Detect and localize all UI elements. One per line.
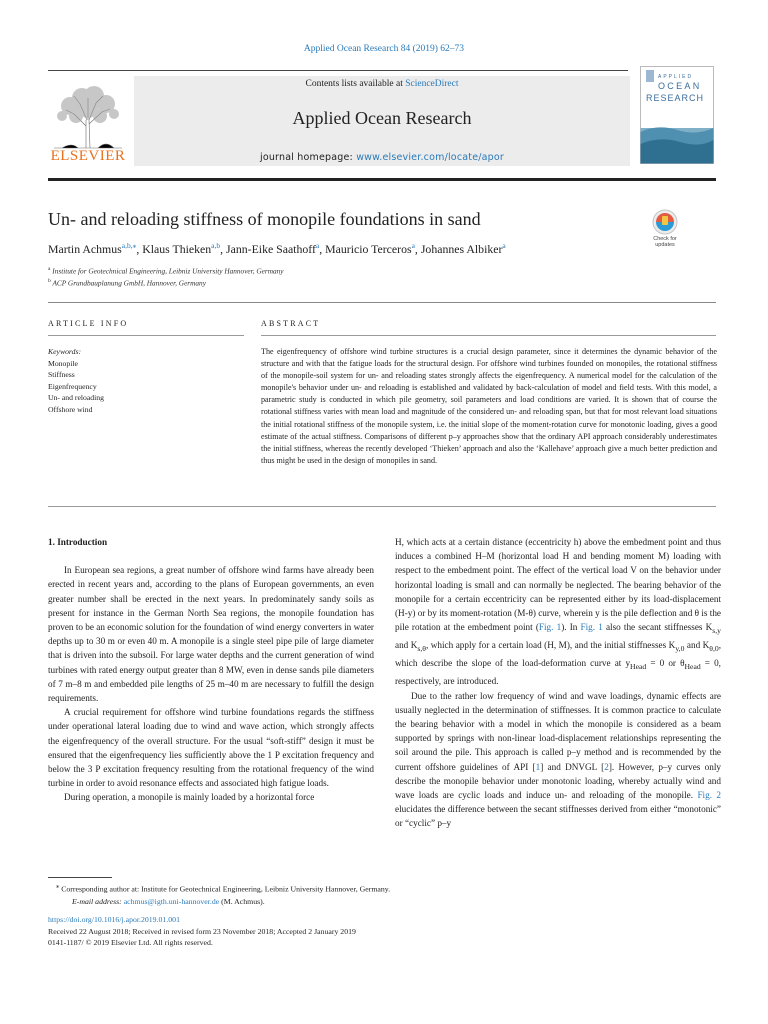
subscript: y,0 (675, 644, 685, 654)
affiliation-a (48, 266, 284, 275)
homepage-link[interactable]: www.elsevier.com/locate/apor (356, 152, 505, 163)
text-run: , which apply for a certain load (H, M), and the initial stiffnesses K (425, 640, 676, 651)
bibliographic-info (48, 914, 356, 949)
elsevier-wordmark: ELSEVIER (50, 148, 126, 164)
cover-line-3: RESEARCH (646, 93, 705, 103)
author-affiliation-marker[interactable]: a (411, 241, 415, 250)
contents-line (134, 79, 630, 89)
subscript: Head (630, 662, 647, 672)
received-dates: Received 22 August 2018; Received in revised form 23 November 2018; Accepted 2 January 2019 (48, 926, 356, 936)
body-paragraph: A crucial requirement for offshore wind turbine foundations regards the stiffness under operational lateral loading due to wind and wave action, which strongly affects the eigenfrequency of the overall structure. For the usual “soft-stiff” design it must be ensured that the eigenfrequency lies sufficiently above the 1 P excitation frequency and below the 3 P excitation frequency resulting from the rotational frequency of the wind turbine in order to avoid resonance effects and associated high fatigue loads. (48, 707, 374, 789)
text-run: , which describe the slope of the load-deformation curve at y (395, 640, 722, 669)
author-name[interactable]: Johannes Albiker (420, 241, 503, 256)
abstract-bottom-rule (48, 506, 716, 507)
journal-homepage (134, 152, 630, 163)
affiliation-a-marker: a (48, 266, 51, 272)
article-info-rule (48, 335, 244, 336)
email-label: E-mail address: (72, 896, 124, 906)
text-run: = 0 or θ (646, 658, 685, 669)
email-suffix: (M. Achmus). (219, 896, 265, 906)
affiliation-b-marker: b (48, 278, 51, 284)
body-column-left (48, 535, 374, 805)
contents-prefix: Contents lists available at (305, 79, 406, 89)
body-paragraph (395, 689, 721, 831)
text-run: also the secant stiffnesses K (602, 622, 713, 633)
homepage-prefix: journal homepage: (259, 152, 357, 163)
affiliation-a-text: Institute for Geotechnical Engineering, Leibniz University Hannover, Germany (52, 266, 284, 276)
text-run: and K (395, 640, 418, 651)
copyright-line: 0141-1187/ © 2019 Elsevier Ltd. All rights reserved. (48, 938, 213, 948)
text-run: = 0, respectively, are introduced. (395, 658, 721, 687)
sciencedirect-link[interactable]: ScienceDirect (405, 79, 459, 89)
body-column-right (395, 535, 721, 831)
reference-link[interactable]: 1 (535, 761, 541, 772)
keyword[interactable]: Monopile (48, 358, 78, 368)
figure-link[interactable]: Fig. 1 (580, 622, 603, 633)
journal-title: Applied Ocean Research (292, 108, 472, 128)
text-run: Due to the rather low frequency of wind and wave loadings, dynamic effects are usually neglected in the determination of stiffnesses. It is common practice to calculate the bearing behavior with a model in which the monopile is considered as a beam supported by springs with non-linear load-displacement relationships representing the soil around the pile. This approach is called p–y method and is recommended by the current offshore guidelines of API [ (395, 690, 721, 772)
author-list: Martin Achmus$^{a,b,⁎}$, Klaus Thieken$^{a,b}$, Jann-Eike Saathoff$^a$, Mauricio Terceros$^a$, Johannes Albiker$^a$ (48, 241, 506, 256)
keyword[interactable]: Un- and reloading (48, 393, 104, 403)
text-run: ] and DNVGL [ (540, 761, 605, 772)
figure-link[interactable]: Fig. 1 (538, 622, 562, 633)
affiliation-b-text: ACP Grundbauplanung GmbH, Hannover, Germany (52, 278, 206, 288)
subscript: s,θ (417, 644, 426, 654)
author-name[interactable]: Jann-Eike Saathoff (226, 241, 316, 256)
crossmark-icon (647, 209, 683, 237)
author-name[interactable]: Mauricio Terceros (325, 241, 412, 256)
footnote-text: Corresponding author at: Institute for Geotechnical Engineering, Leibniz University Hannover, Germany. (59, 884, 391, 894)
elsevier-logo[interactable] (48, 76, 128, 166)
keyword[interactable]: Offshore wind (48, 404, 93, 414)
cover-line-2: OCEAN (658, 81, 702, 91)
footnotes (48, 881, 390, 908)
header-top-rule (48, 70, 628, 71)
header-bottom-rule (48, 178, 716, 181)
subscript: Head (684, 662, 701, 672)
keywords-list (48, 346, 104, 416)
email-note (48, 896, 390, 908)
abstract-heading: ABSTRACT (261, 319, 321, 328)
footnote-marker: ⁎ (56, 883, 60, 890)
subscript: s,y (712, 626, 721, 636)
text-run: and K (684, 640, 710, 651)
corresponding-author-marker[interactable]: ⁎ (132, 241, 137, 250)
author-affiliation-marker[interactable]: a (502, 241, 506, 250)
figure-link[interactable]: Fig. 2 (697, 789, 721, 800)
footnote-rule (48, 877, 112, 878)
author-affiliation-marker[interactable]: a,b, (121, 241, 133, 250)
text-run: ). In (561, 622, 581, 633)
subscript: θ,0 (709, 644, 719, 654)
cover-line-1: APPLIED (658, 74, 694, 80)
abstract-text: The eigenfrequency of offshore wind turbine structures is a crucial design parameter, since it determines the dynamic behavior of the structure and with that the fatigue loads for the structural design. For offshore wind turbines founded on monopiles, the rotational stiffness of the monopile-soil system for un- and reloading states strongly affects the eigenfrequency. A numerical model for the calculation of the monopile's behavior under un- and reloading is established and validated by back-calculation of model and field tests. With this model, a parametric study is conducted in which pile geometry, soil parameters and load conditions are varied. It is shown that of course the rotational stiffness varies with mean load and magnitude of the considered un- and reloading span, but that for most relevant load situations the initial rotational stiffness of the monopile system, i.e. the initial slope of the moment-rotation curve for monotonic loading, gives a good estimate of the actual stiffness. Comparisons of different p–y approaches show that the ordinary API approach considerably underestimates the initial stiffness, whereas the recently developed ‘Thieken’ approach and also the ‘Kallehave’ approach give a much better prediction and thus might be used in the design of monopiles in sand. (261, 347, 717, 465)
author-affiliation-marker[interactable]: a (315, 241, 320, 250)
doi-link[interactable]: https://doi.org/10.1016/j.apor.2019.01.001 (48, 915, 180, 924)
author-name[interactable]: Martin Achmus (48, 241, 122, 256)
text-run: H, which acts at a certain distance (eccentricity h) above the embedment point and thus induces a combined H–M (horizontal load H and bending moment M) loading with respect to the embedment point. The effect of the vertical load V on the behavior under horizontal loading is small and can normally be neglected. The bearing behavior of the monopile for a certain eccentricity can be represented either by its load-displacement (H-y) or by its moment-rotation (M-θ) curve, wherein y is the pile deflection and θ is the pile rotation at the embedment point ( (395, 537, 721, 633)
body-paragraph (395, 535, 721, 689)
author-name[interactable]: Klaus Thieken (142, 241, 212, 256)
author-affiliation-marker[interactable]: a,b (211, 241, 221, 250)
body-paragraph: During operation, a monopile is mainly loaded by a horizontal force (64, 792, 315, 803)
article-info-heading: ARTICLE INFO (48, 319, 129, 328)
text-run: elucidates the difference between the secant stiffnesses derived from either “monotonic” or “cyclic” p–y (395, 804, 721, 829)
abstract-rule (261, 335, 716, 336)
reference-link[interactable]: 2 (604, 761, 609, 772)
section-heading-introduction: 1. Introduction (48, 537, 108, 547)
corresponding-author-note (48, 881, 390, 896)
keywords-label: Keywords: (48, 347, 82, 356)
body-paragraph: In European sea regions, a great number of offshore wind farms have already been erected in recent years and, according to the plans of European governments, an even greater number shall be erected in the next years. In predominately sandy soils as present for instance in the German North Sea regions, the monopile foundation has proven to be an economic solution for the foundation of wind energy converters in water depths up to 30 m or even 40 m. A monopile is a single steel pipe pile of large diameter that is driven into the subsoil. For large water depths and the current generation of wind turbines with rated energy output greater than 8 MW, even in dense sands pile diameters of 7 m–8 m and embedded pile lengths of 25 m–40 m are necessary to fulfill the design requirements. (48, 565, 374, 704)
crossmark-label: Check for updates (653, 236, 677, 248)
keyword[interactable]: Eigenfrequency (48, 381, 97, 391)
journal-citation[interactable]: Applied Ocean Research 84 (2019) 62–73 (303, 44, 465, 54)
journal-cover-thumbnail[interactable] (640, 66, 714, 164)
email-link[interactable]: achmus@igth.uni-hannover.de (123, 896, 220, 906)
title-block-rule (48, 302, 716, 303)
affiliation-b (48, 278, 206, 287)
check-for-updates-badge[interactable] (647, 209, 683, 249)
article-title: Un- and reloading stiffness of monopile foundations in sand (48, 209, 481, 229)
keyword[interactable]: Stiffness (48, 370, 75, 380)
text-run: ]. However, p–y curves only describe the monopile behavior under monotonic loading, whereby actually wind and wave loads are cyclic loads and induce un- and reloading of the monopile. (395, 761, 721, 800)
